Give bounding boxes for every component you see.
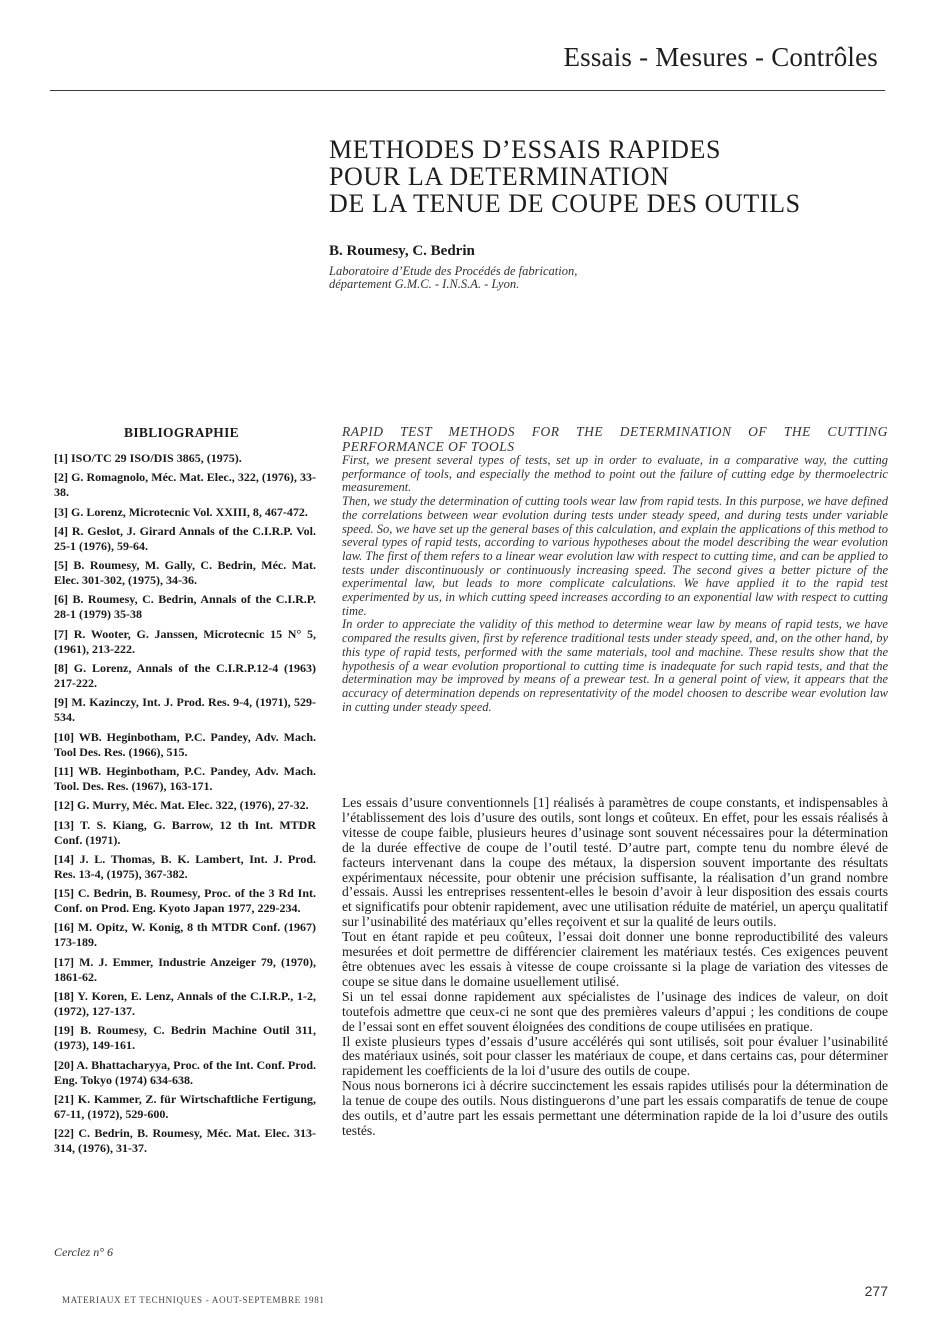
section-header: Essais - Mesures - Contrôles — [563, 42, 878, 72]
bib-item: [4] R. Geslot, J. Girard Annals of the C.I.R.P. Vol. 25-1 (1976), 59-64. — [54, 523, 316, 553]
bib-item: [15] C. Bedrin, B. Roumesy, Proc. of the 3 Rd Int. Conf. on Prod. Eng. Kyoto Japan 1977, 229-234. — [54, 886, 316, 916]
bib-item: [22] C. Bedrin, B. Roumesy, Méc. Mat. Elec. 313-314, (1976), 31-37. — [54, 1126, 316, 1156]
english-abstract — [342, 424, 888, 714]
abstract-paragraph: Then, we study the determination of cutting tools wear law from rapid tests. In this purpose, we have defined the correlations between wear evolution during tests under steady speed, and during tests under variable speed. So, we have set up the general bases of this calculation, and explain the applications of this method to several types of rapid tests, according to various hypotheses about the model describing the wear evolution law. The first of them refers to a linear wear evolution law with respect to cutting time, and can be applied to tests under discontinuously or continuously increasing speed. The second gives a better picture of the experimental law, but leads to more complicate calculations. We have applied it to the rapid test experimented by us, in which cutting speed increases according to an exponential law with respect to cutting time. — [342, 494, 888, 618]
bib-item: [9] M. Kazinczy, Int. J. Prod. Res. 9-4, (1971), 529-534. — [54, 695, 316, 725]
bib-item: [13] T. S. Kiang, G. Barrow, 12 th Int. MTDR Conf. (1971). — [54, 817, 316, 847]
reader-service-number: Cerclez n° 6 — [54, 1245, 114, 1259]
affiliation-line: département G.M.C. - I.N.S.A. - Lyon. — [329, 277, 520, 291]
bib-item: [17] M. J. Emmer, Industrie Anzeiger 79, (1970), 1861-62. — [54, 954, 316, 984]
bib-item: [1] ISO/TC 29 ISO/DIS 3865, (1975). — [54, 451, 242, 465]
header-rule — [50, 90, 885, 91]
bib-item: [3] G. Lorenz, Microtecnic Vol. XXIII, 8, 467-472. — [54, 504, 308, 519]
bibliography-title: BIBLIOGRAPHIE — [124, 425, 239, 440]
bib-item: [18] Y. Koren, E. Lenz, Annals of the C.I.R.P., 1-2, (1972), 127-137. — [54, 989, 316, 1019]
affiliation-line: Laboratoire d’Etude des Procédés de fabrication, — [329, 264, 578, 278]
abstract-paragraph: In order to appreciate the validity of this method to determine wear law by means of rapid tests, we have compared the results given, first by reference traditional tests under steady speed, and, on the other hand, by this type of rapid tests, performed with the same materials, tool and machine. These results show that the hypothesis of a wear evolution proportional to cutting time is inadequate for such rapid tests, and that the determination may be improved by means of a prewear test. In a general point of view, it appears that the accuracy of determination depends on representativity of the model choosen to describe wear evolution law in cutting under steady speed. — [342, 617, 888, 714]
body-text — [342, 796, 888, 1139]
bib-item: [20] A. Bhattacharyya, Proc. of the Int. Conf. Prod. Eng. Tokyo (1974) 634-638. — [54, 1057, 316, 1087]
bib-item: [5] B. Roumesy, M. Gally, C. Bedrin, Méc. Mat. Elec. 301-302, (1975), 34-36. — [54, 558, 316, 588]
title-line: METHODES D’ESSAIS RAPIDES — [329, 135, 722, 164]
affiliation — [329, 265, 577, 291]
page-number: 277 — [864, 1283, 888, 1299]
bib-item: [14] J. L. Thomas, B. K. Lambert, Int. J. Prod. Res. 13-4, (1975), 367-382. — [54, 851, 316, 881]
body-paragraph: Tout en étant rapide et peu coûteux, l’essai doit donner une bonne reproductibilité des valeurs mesurées et doit permettre de différencier clairement les matériaux testés. Ces exigences peuvent être obtenues avec les essais à vitesse de coupe croissante si la plage de variation des vitesses de coupe se situe dans le domaine usuellement utilisé. — [342, 929, 888, 989]
body-paragraph: Il existe plusieurs types d’essais d’usure accélérés qui sont utilisés, soit pour évaluer l’usinabilité des matériaux usinés, soit pour classer les matériaux de coupe, et dans certains cas, pour déterminer rapidement les coefficients de la loi d’usure des outils de coupe. — [342, 1033, 888, 1079]
bib-item: [8] G. Lorenz, Annals of the C.I.R.P.12-4 (1963) 217-222. — [54, 661, 316, 691]
abstract-title: RAPID TEST METHODS FOR THE DETERMINATION OF THE CUTTING PERFORMANCE OF TOOLS — [342, 424, 888, 454]
bib-item: [2] G. Romagnolo, Méc. Mat. Elec., 322, (1976), 33-38. — [54, 470, 316, 500]
body-paragraph: Si un tel essai donne rapidement aux spécialistes de l’usinage des indices de valeur, on doit toutefois admettre que ceux-ci ne sont que des premières valeurs d’appui ; les conditions de coupe de l’essai sont en effet souvent éloignées des conditions de coupe utilisées en pratique. — [342, 988, 888, 1034]
bib-item: [16] M. Opitz, W. Konig, 8 th MTDR Conf. (1967) 173-189. — [54, 920, 316, 950]
body-paragraph: Les essais d’usure conventionnels [1] réalisés à paramètres de coupe constants, et indispensables à l’établissement des lois d’usure des outils, sont longs et coûteux. En effet, pour les essais réalisés à vitesse de coupe faible, plusieurs heures d’usinage sont souvent nécessaires pour la détermination de la durée effective de coupe de l’outil testé. D’autre part, compte tenu du nombre élevé de facteurs intervenant dans la coupe des métaux, la dispersion souvent importante des résultats expérimentaux nécessite, pour obtenir une précision suffisante, la réalisation d’un grand nombre d’essais. Aussi les entreprises ressentent-elles le besoin d’avoir à leur disposition des essais courts et significatifs pour obtenir rapidement, avec une utilisation réduite de matériel, un aperçu qualitatif sur l’usinabilité des matériaux qu’elles reçoivent et sur la qualité de leurs outils. — [342, 795, 888, 930]
title-line: DE LA TENUE DE COUPE DES OUTILS — [329, 189, 801, 218]
bib-item: [6] B. Roumesy, C. Bedrin, Annals of the C.I.R.P. 28-1 (1979) 35-38 — [54, 592, 316, 622]
bib-item: [19] B. Roumesy, C. Bedrin Machine Outil 311, (1973), 149-161. — [54, 1023, 316, 1053]
title-line: POUR LA DETERMINATION — [329, 162, 670, 191]
article-title — [329, 136, 801, 217]
abstract-paragraph: First, we present several types of tests, set up in order to evaluate, in a comparative way, the cutting performance of tools, and especially the method to point out the failure of cutting edge by thermoelectric measurement. — [342, 453, 888, 495]
bib-item: [21] K. Kammer, Z. für Wirtschaftliche Fertigung, 67-11, (1972), 529-600. — [54, 1091, 316, 1121]
bib-item: [12] G. Murry, Méc. Mat. Elec. 322, (1976), 27-32. — [54, 798, 309, 813]
journal-footer: MATERIAUX ET TECHNIQUES - AOUT-SEPTEMBRE 1981 — [62, 1295, 325, 1305]
bibliography-list — [54, 451, 316, 1161]
authors: B. Roumesy, C. Bedrin — [329, 243, 475, 259]
bib-item: [7] R. Wooter, G. Janssen, Microtecnic 15 N° 5, (1961), 213-222. — [54, 626, 316, 656]
bib-item: [11] WB. Heginbotham, P.C. Pandey, Adv. Mach. Tool. Des. Res. (1967), 163-171. — [54, 763, 316, 793]
bib-item: [10] WB. Heginbotham, P.C. Pandey, Adv. Mach. Tool Des. Res. (1966), 515. — [54, 729, 316, 759]
body-paragraph: Nous nous bornerons ici à décrire succinctement les essais rapides utilisés pour la détermination de la tenue de coupe des outils. Nous distinguerons d’une part les essais comparatifs de tenue de coupe des outils, et d’autre part les essais permettant une détermination rapide de la loi d’usure des outils testés. — [342, 1078, 888, 1138]
